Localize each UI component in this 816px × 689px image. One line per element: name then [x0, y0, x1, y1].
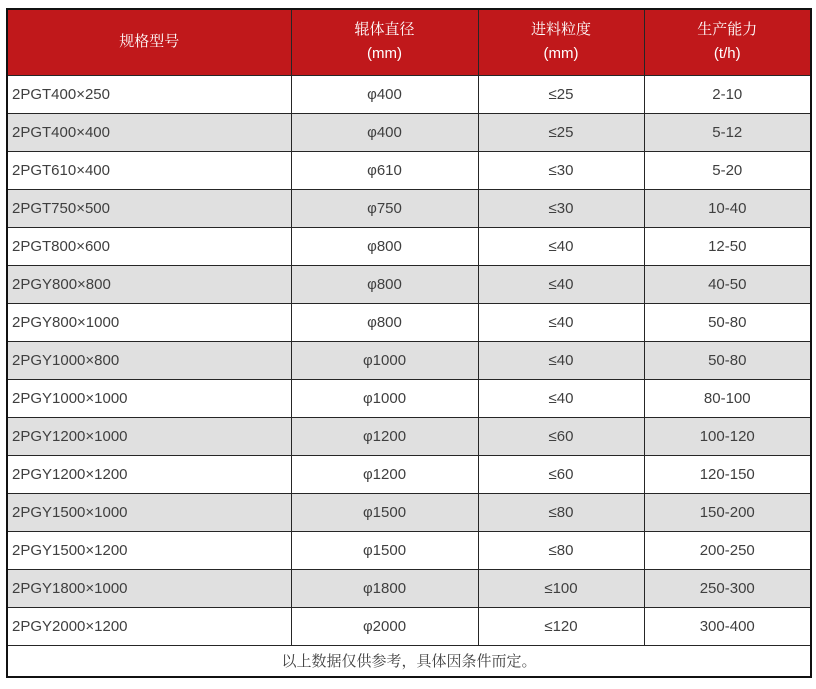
- cell-capacity: 80-100: [644, 379, 811, 417]
- cell-roller-diameter: φ2000: [291, 607, 478, 645]
- cell-model: 2PGY800×800: [7, 265, 291, 303]
- footnote-text: 以上数据仅供参考，具体因条件而定。: [7, 645, 811, 677]
- cell-feed-size: ≤40: [478, 227, 644, 265]
- column-header-model: [7, 9, 291, 75]
- cell-feed-size: ≤40: [478, 265, 644, 303]
- table-row: [7, 379, 811, 417]
- cell-model: 2PGY1500×1200: [7, 531, 291, 569]
- cell-capacity: 120-150: [644, 455, 811, 493]
- cell-roller-diameter: φ1200: [291, 417, 478, 455]
- cell-feed-size: ≤30: [478, 151, 644, 189]
- cell-capacity: 50-80: [644, 341, 811, 379]
- cell-model: 2PGY1800×1000: [7, 569, 291, 607]
- spec-table-container: [6, 8, 810, 678]
- cell-model: 2PGT800×600: [7, 227, 291, 265]
- cell-feed-size: ≤30: [478, 189, 644, 227]
- cell-roller-diameter: φ610: [291, 151, 478, 189]
- cell-capacity: 150-200: [644, 493, 811, 531]
- table-row: [7, 227, 811, 265]
- cell-feed-size: ≤80: [478, 493, 644, 531]
- cell-capacity: 200-250: [644, 531, 811, 569]
- cell-model: 2PGY1000×1000: [7, 379, 291, 417]
- cell-feed-size: ≤25: [478, 75, 644, 113]
- spec-table-body: [7, 75, 811, 645]
- cell-model: 2PGY1200×1000: [7, 417, 291, 455]
- cell-roller-diameter: φ1000: [291, 341, 478, 379]
- cell-roller-diameter: φ800: [291, 303, 478, 341]
- cell-model: 2PGY800×1000: [7, 303, 291, 341]
- cell-feed-size: ≤60: [478, 455, 644, 493]
- table-row: [7, 417, 811, 455]
- cell-capacity: 100-120: [644, 417, 811, 455]
- column-header-capacity-label: 生产能力: [697, 21, 758, 39]
- cell-roller-diameter: φ750: [291, 189, 478, 227]
- cell-feed-size: ≤60: [478, 417, 644, 455]
- table-row: [7, 531, 811, 569]
- cell-capacity: 5-20: [644, 151, 811, 189]
- column-header-capacity-unit: (t/h): [713, 45, 741, 63]
- table-row: [7, 341, 811, 379]
- table-row: [7, 113, 811, 151]
- column-header-feed-size-unit: (mm): [543, 45, 579, 63]
- spec-table: [6, 8, 812, 678]
- cell-feed-size: ≤25: [478, 113, 644, 151]
- table-row: [7, 151, 811, 189]
- cell-roller-diameter: φ1500: [291, 493, 478, 531]
- cell-capacity: 10-40: [644, 189, 811, 227]
- cell-capacity: 300-400: [644, 607, 811, 645]
- cell-capacity: 12-50: [644, 227, 811, 265]
- cell-model: 2PGY1200×1200: [7, 455, 291, 493]
- cell-model: 2PGY2000×1200: [7, 607, 291, 645]
- cell-capacity: 50-80: [644, 303, 811, 341]
- cell-capacity: 40-50: [644, 265, 811, 303]
- table-row: [7, 75, 811, 113]
- cell-roller-diameter: φ400: [291, 75, 478, 113]
- table-row: [7, 455, 811, 493]
- cell-roller-diameter: φ400: [291, 113, 478, 151]
- cell-capacity: 5-12: [644, 113, 811, 151]
- cell-feed-size: ≤80: [478, 531, 644, 569]
- cell-roller-diameter: φ1200: [291, 455, 478, 493]
- cell-roller-diameter: φ1800: [291, 569, 478, 607]
- table-row: [7, 569, 811, 607]
- column-header-roller-diameter-label: 辊体直径: [354, 21, 415, 39]
- cell-feed-size: ≤40: [478, 303, 644, 341]
- cell-roller-diameter: φ1000: [291, 379, 478, 417]
- cell-roller-diameter: φ800: [291, 227, 478, 265]
- cell-feed-size: ≤40: [478, 341, 644, 379]
- cell-model: 2PGY1500×1000: [7, 493, 291, 531]
- cell-model: 2PGT750×500: [7, 189, 291, 227]
- cell-model: 2PGT610×400: [7, 151, 291, 189]
- column-header-roller-diameter: [291, 9, 478, 75]
- cell-model: 2PGT400×400: [7, 113, 291, 151]
- cell-roller-diameter: φ800: [291, 265, 478, 303]
- cell-feed-size: ≤100: [478, 569, 644, 607]
- cell-roller-diameter: φ1500: [291, 531, 478, 569]
- table-row: [7, 607, 811, 645]
- column-header-roller-diameter-unit: (mm): [367, 45, 402, 63]
- cell-model: 2PGT400×250: [7, 75, 291, 113]
- cell-feed-size: ≤40: [478, 379, 644, 417]
- table-row: [7, 303, 811, 341]
- cell-feed-size: ≤120: [478, 607, 644, 645]
- table-row: [7, 189, 811, 227]
- cell-model: 2PGY1000×800: [7, 341, 291, 379]
- table-header-row: [7, 9, 811, 75]
- column-header-feed-size-label: 进料粒度: [530, 21, 591, 39]
- table-row: [7, 265, 811, 303]
- column-header-capacity: [644, 9, 811, 75]
- cell-capacity: 2-10: [644, 75, 811, 113]
- column-header-feed-size: [478, 9, 644, 75]
- table-row: [7, 493, 811, 531]
- column-header-model-label: 规格型号: [119, 33, 180, 51]
- footnote-row: [7, 645, 811, 677]
- cell-capacity: 250-300: [644, 569, 811, 607]
